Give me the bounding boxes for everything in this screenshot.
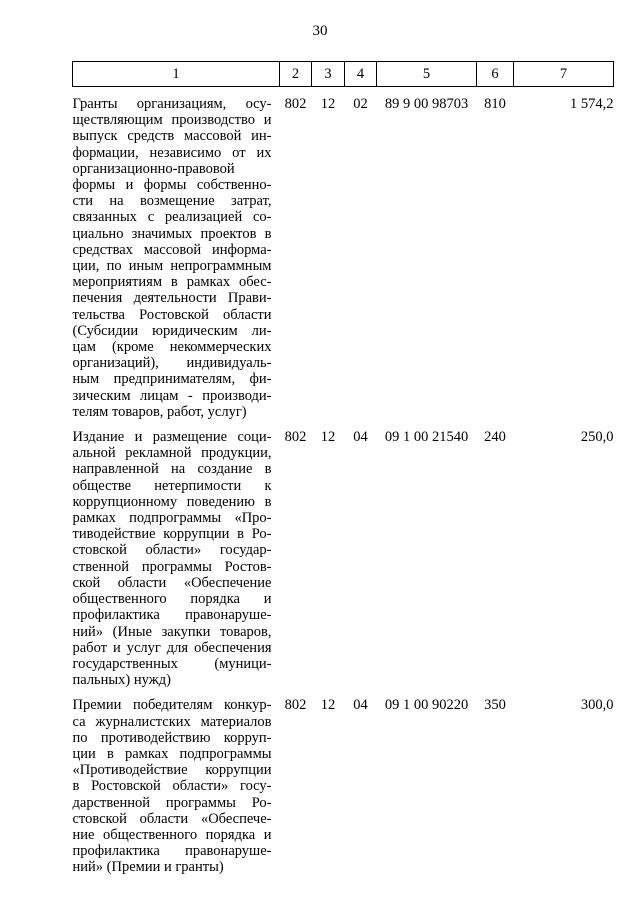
description-line: направленной на создание в <box>72 461 272 478</box>
expense-description <box>73 429 280 688</box>
description-line: организаций), индивидуаль- <box>72 355 272 372</box>
description-line: выпуск средств массовой ин- <box>72 128 272 145</box>
description-line: ным предпринимателям, фи- <box>72 371 272 388</box>
target-article-code: 09 1 00 21540 <box>384 429 469 446</box>
amount-value: 250,0 <box>580 429 614 446</box>
description-line: зическим лицам - производи- <box>72 387 272 404</box>
row-spacer <box>73 420 614 429</box>
target-article-code: 09 1 00 90220 <box>384 697 469 714</box>
column-header-3: 3 <box>312 62 345 87</box>
description-line: организационно-правовой <box>72 160 235 177</box>
description-line: (Субсидии юридическим ли- <box>72 322 272 339</box>
description-line: ственной программы Ростов- <box>72 558 272 575</box>
column-header-5: 5 <box>377 62 477 87</box>
section-code: 12 <box>320 429 336 446</box>
description-line: ции, по иным непрограммным <box>72 258 272 275</box>
row-spacer <box>73 688 614 697</box>
row-spacer <box>73 87 614 97</box>
row-spacer-cell <box>73 87 614 97</box>
expense-type-code: 240 <box>484 429 506 446</box>
table-header-row <box>73 62 614 87</box>
column-header-1: 1 <box>73 62 280 87</box>
section-code: 12 <box>320 697 336 714</box>
description-line: связанных с реализацией со- <box>72 209 272 226</box>
description-line: ществляющим производство и <box>72 112 272 129</box>
description-line: средствах массовой информа- <box>72 241 272 258</box>
description-line: «Противодействие коррупции <box>72 762 272 779</box>
expense-description <box>73 96 280 420</box>
description-line: ние общественного порядка и <box>72 826 272 843</box>
ministry-code: 802 <box>284 697 307 714</box>
description-line: циально значимых проектов в <box>72 225 272 242</box>
subsection-code: 04 <box>353 429 368 446</box>
description-line: са журналистских материалов <box>72 713 272 730</box>
expense-description <box>73 697 280 875</box>
description-line: стовской области «Обеспече- <box>72 810 272 827</box>
description-line: печения деятельности Прави- <box>72 290 272 307</box>
description-line: альной рекламной продукции, <box>72 445 272 462</box>
amount-value: 1 574,2 <box>570 96 614 112</box>
target-article-code: 89 9 00 98703 <box>384 96 469 112</box>
ministry-code: 802 <box>284 429 307 446</box>
subsection-code: 02 <box>353 96 368 112</box>
description-line: ции в рамках подпрограммы <box>72 745 272 762</box>
row-spacer-cell <box>73 688 614 697</box>
description-line: ской области «Обеспечение <box>72 574 272 591</box>
description-line: Гранты организациям, осу- <box>72 96 272 112</box>
description-line: ний» (Иные закупки товаров, <box>72 623 272 640</box>
expense-type-code: 810 <box>484 96 506 112</box>
description-line: цам (кроме некоммерческих <box>72 339 272 356</box>
description-line: формации, независимо от их <box>72 144 272 161</box>
table-row <box>73 429 614 688</box>
description-line: обществе нетерпимости к <box>72 477 272 494</box>
description-line: профилактика правонаруше- <box>72 607 272 624</box>
description-line: профилактика правонаруше- <box>72 843 272 860</box>
column-header-7: 7 <box>514 62 614 87</box>
description-line: пальных) нужд) <box>72 672 171 689</box>
description-line: сти на возмещение затрат, <box>72 193 272 210</box>
description-line: Премии победителям конкур- <box>72 697 272 714</box>
description-line: общественного порядка и <box>72 591 272 608</box>
description-line: тельства Ростовской области <box>72 306 272 323</box>
amount-value: 300,0 <box>580 697 614 714</box>
description-line: по противодействию корруп- <box>72 729 272 746</box>
table-row <box>73 96 614 420</box>
description-line: коррупционному поведению в <box>72 493 272 510</box>
expense-type-code: 350 <box>484 697 506 714</box>
description-line: государственных (муници- <box>72 655 272 672</box>
description-line: дарственной программы Ро- <box>72 794 272 811</box>
description-line: мероприятиям в рамках обес- <box>72 274 272 291</box>
subsection-code: 04 <box>353 697 368 714</box>
column-header-4: 4 <box>345 62 377 87</box>
description-line: работ и услуг для обеспечения <box>72 639 272 656</box>
column-header-2: 2 <box>280 62 312 87</box>
ministry-code: 802 <box>284 96 307 112</box>
description-line: тиводействие коррупции в Ро- <box>72 526 272 543</box>
section-code: 12 <box>320 96 336 112</box>
description-line: формы и формы собственно- <box>72 177 272 194</box>
description-line: рамках подпрограммы «Про- <box>72 510 272 527</box>
description-line: стовской области» государ- <box>72 542 272 559</box>
description-line: в Ростовской области» госу- <box>72 778 272 795</box>
table-row <box>73 697 614 875</box>
column-header-6: 6 <box>477 62 514 87</box>
row-spacer-cell <box>73 420 614 429</box>
budget-table <box>72 61 614 876</box>
description-line: ний» (Премии и гранты) <box>72 859 224 876</box>
description-line: Издание и размещение соци- <box>72 429 272 446</box>
page-number: 30 <box>312 23 328 39</box>
table-body <box>73 87 614 876</box>
description-line: телям товаров, работ, услуг) <box>72 403 247 420</box>
